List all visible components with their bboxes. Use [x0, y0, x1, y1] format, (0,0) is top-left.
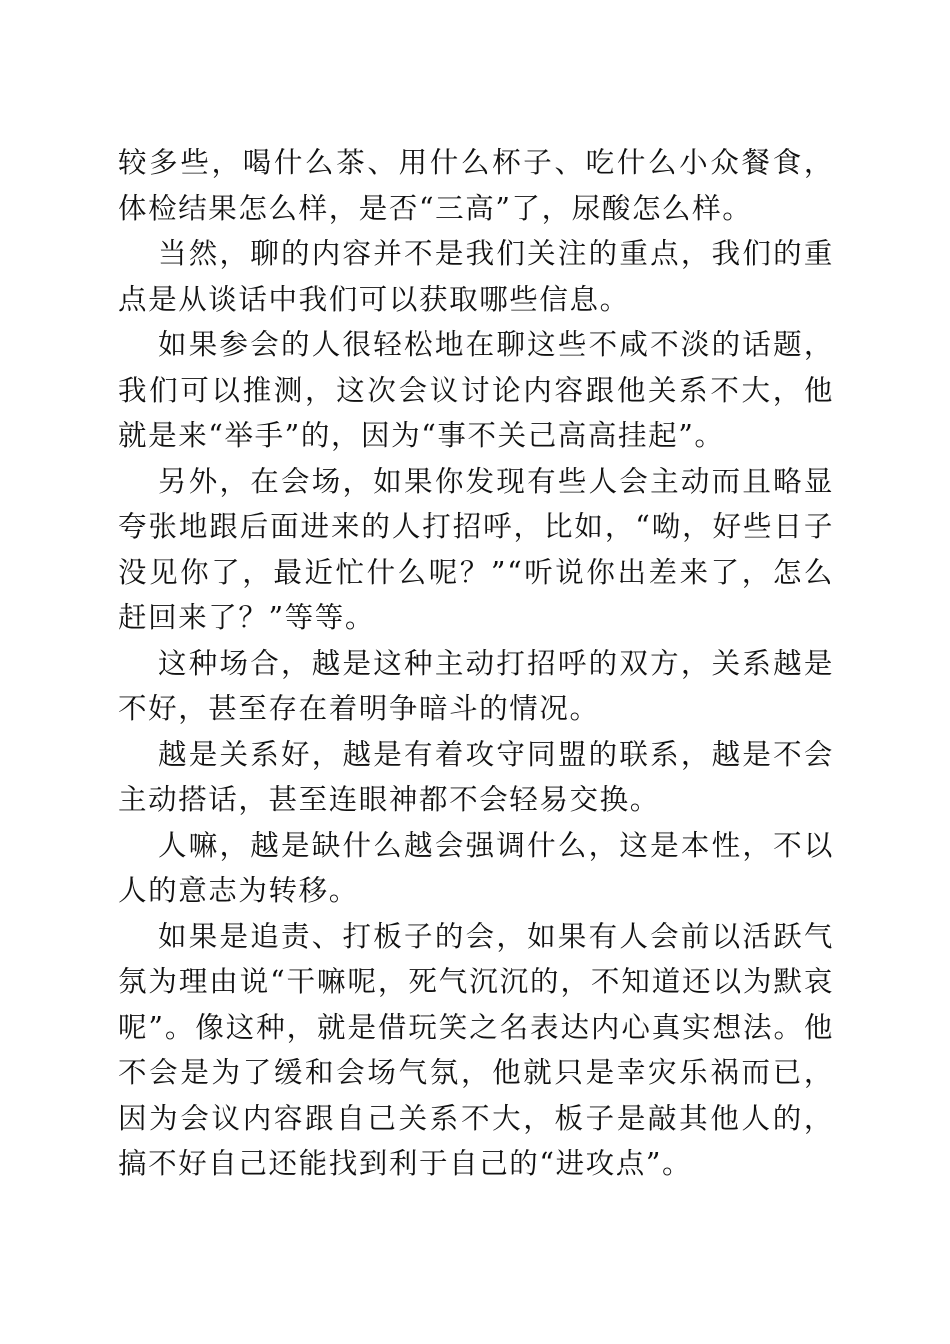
paragraph-7: 人嘛，越是缺什么越会强调什么，这是本性，不以人的意志为转移。: [118, 828, 834, 907]
paragraph-5: 这种场合，越是这种主动打招呼的双方，关系越是不好，甚至存在着明争暗斗的情况。: [118, 646, 834, 725]
document-body: [118, 140, 834, 1187]
paragraph-8: 如果是追责、打板子的会，如果有人会前以活跃气氛为理由说“干嘛呢，死气沉沉的，不知道还以为默哀呢”。像这种，就是借玩笑之名表达内心真实想法。他不会是为了缓和会场气氛，他就只是幸灾乐祸而已，因为会议内容跟自己关系不大，板子是敲其他人的，搞不好自己还能找到利于自己的“进攻点”。: [118, 919, 834, 1180]
paragraph-6: 越是关系好，越是有着攻守同盟的联系，越是不会主动搭话，甚至连眼神都不会轻易交换。: [118, 737, 834, 816]
paragraph-4: 另外，在会场，如果你发现有些人会主动而且略显夸张地跟后面进来的人打招呼，比如，“呦，好些日子没见你了，最近忙什么呢？”“听说你出差来了，怎么赶回来了？”等等。: [118, 464, 834, 634]
paragraph-1: 较多些，喝什么茶、用什么杯子、吃什么小众餐食，体检结果怎么样，是否“三高”了，尿酸怎么样。: [118, 146, 834, 225]
paragraph-2: 当然，聊的内容并不是我们关注的重点，我们的重点是从谈话中我们可以获取哪些信息。: [118, 237, 834, 316]
paragraph-3: 如果参会的人很轻松地在聊这些不咸不淡的话题，我们可以推测，这次会议讨论内容跟他关系不大，他就是来“举手”的，因为“事不关己高高挂起”。: [118, 328, 834, 452]
